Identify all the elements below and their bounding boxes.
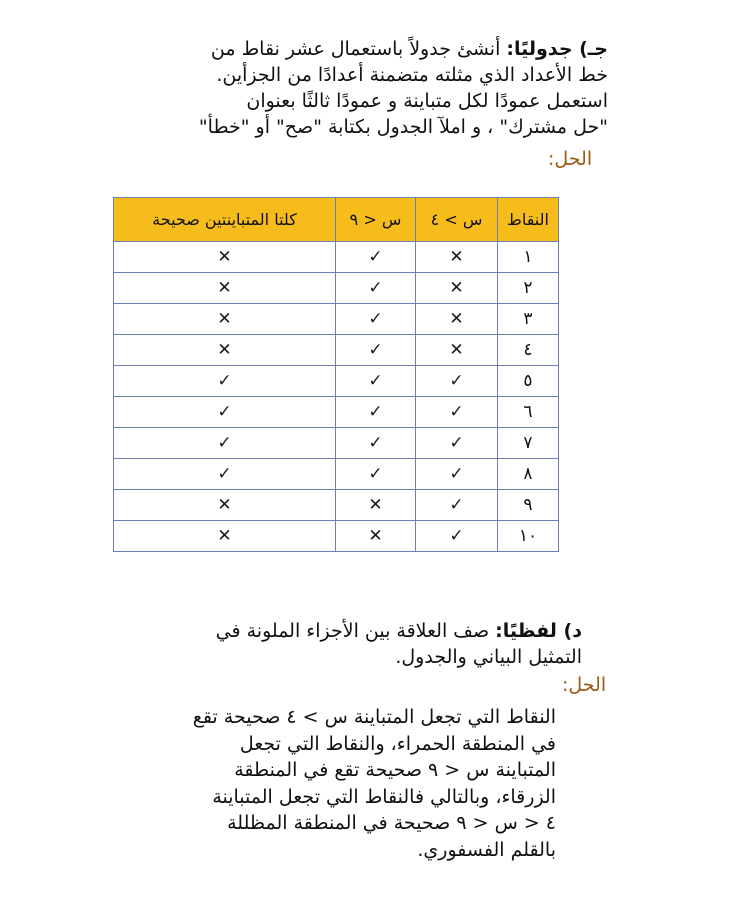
point-number-cell: ٩ (498, 490, 559, 521)
cell-both-true (114, 335, 336, 366)
check-icon: ✓ (217, 433, 232, 453)
check-icon: ✓ (368, 402, 383, 422)
section-d-line-2: التمثيل البياني والجدول. (395, 646, 582, 668)
cross-icon: ✕ (449, 309, 464, 329)
table-row (114, 521, 559, 552)
section-d-answer (193, 704, 556, 863)
cross-icon: ✕ (449, 340, 464, 360)
cross-icon: ✕ (217, 247, 232, 267)
cross-icon: ✕ (217, 278, 232, 298)
cell-x-greater-4 (416, 397, 498, 428)
table-row (114, 490, 559, 521)
table-row (114, 304, 559, 335)
section-c-line-4: "حل مشترك" ، و املآ الجدول بكتابة "صح" أو "خطأ" (198, 116, 608, 138)
cell-x-greater-4 (416, 428, 498, 459)
section-c-line-1 (199, 36, 608, 62)
cell-x-greater-4 (416, 459, 498, 490)
table-row (114, 459, 559, 490)
cell-x-less-9 (336, 366, 416, 397)
check-icon: ✓ (449, 371, 464, 391)
point-number-cell: ٨ (498, 459, 559, 490)
cell-x-greater-4 (416, 521, 498, 552)
point-number-cell: ٣ (498, 304, 559, 335)
header-both-true: كلتا المتباينتين صحيحة (114, 198, 336, 242)
check-icon: ✓ (368, 340, 383, 360)
cross-icon: ✕ (449, 247, 464, 267)
table-row (114, 366, 559, 397)
cell-x-greater-4 (416, 273, 498, 304)
table-row (114, 397, 559, 428)
check-icon: ✓ (449, 433, 464, 453)
answer-line: ٤ < س < ٩ صحيحة في المنطقة المظللة (227, 812, 556, 834)
cell-x-greater-4 (416, 366, 498, 397)
answer-line: الزرقاء، وبالتالي فالنقاط التي تجعل المتباينة (212, 785, 556, 808)
cell-x-less-9 (336, 428, 416, 459)
table-row (114, 335, 559, 366)
answer-line: بالقلم الفسفوري. (417, 838, 556, 861)
section-c-line-1-text: أنشئ جدولاً باستعمال عشر نقاط من (210, 38, 501, 60)
cell-both-true (114, 242, 336, 273)
point-number-cell: ٢ (498, 273, 559, 304)
cell-x-less-9 (336, 304, 416, 335)
cross-icon: ✕ (368, 526, 383, 546)
check-icon: ✓ (217, 371, 232, 391)
table-row (114, 428, 559, 459)
cell-x-less-9 (336, 242, 416, 273)
cross-icon: ✕ (217, 340, 232, 360)
cross-icon: ✕ (449, 278, 464, 298)
point-number-cell: ٤ (498, 335, 559, 366)
check-icon: ✓ (368, 309, 383, 329)
cell-both-true (114, 459, 336, 490)
check-icon: ✓ (449, 495, 464, 515)
check-icon: ✓ (368, 433, 383, 453)
cell-both-true (114, 304, 336, 335)
section-c-solution-label: الحل: (548, 148, 593, 170)
section-d-line-1 (216, 618, 582, 644)
section-d-solution-label: الحل: (562, 674, 607, 696)
cell-both-true (114, 490, 336, 521)
table-header-row (114, 198, 559, 242)
table-row (114, 273, 559, 304)
cross-icon: ✕ (217, 495, 232, 515)
section-d-line-1-text: صف العلاقة بين الأجزاء الملونة في (215, 620, 490, 642)
cell-x-greater-4 (416, 304, 498, 335)
cross-icon: ✕ (217, 526, 232, 546)
point-number-cell: ١٠ (498, 521, 559, 552)
point-number-cell: ٥ (498, 366, 559, 397)
inequality-table (113, 197, 559, 552)
check-icon: ✓ (449, 464, 464, 484)
cell-both-true (114, 521, 336, 552)
table-row (114, 242, 559, 273)
header-x-greater-4: س > ٤ (416, 198, 498, 242)
answer-line: النقاط التي تجعل المتباينة س > ٤ صحيحة تقع (192, 706, 556, 728)
table-body (114, 242, 559, 552)
check-icon: ✓ (368, 278, 383, 298)
cell-x-less-9 (336, 459, 416, 490)
check-icon: ✓ (368, 464, 383, 484)
cell-x-greater-4 (416, 490, 498, 521)
point-number-cell: ٦ (498, 397, 559, 428)
check-icon: ✓ (368, 247, 383, 267)
answer-line: في المنطقة الحمراء، والنقاط التي تجعل (239, 732, 556, 755)
cell-both-true (114, 397, 336, 428)
section-d-instructions (216, 618, 582, 670)
section-c-instructions (199, 36, 608, 140)
point-number-cell: ٧ (498, 428, 559, 459)
check-icon: ✓ (449, 402, 464, 422)
cell-x-less-9 (336, 521, 416, 552)
cross-icon: ✕ (368, 495, 383, 515)
cell-x-less-9 (336, 490, 416, 521)
check-icon: ✓ (217, 464, 232, 484)
cell-x-greater-4 (416, 242, 498, 273)
answer-line: المتباينة س < ٩ صحيحة تقع في المنطقة (234, 759, 556, 781)
cell-both-true (114, 428, 336, 459)
cell-x-greater-4 (416, 335, 498, 366)
section-c-line-3: استعمل عمودًا لكل متباينة و عمودًا ثالثًا بعنوان (246, 90, 608, 112)
section-c-lead: جـ) جدوليًا: (506, 38, 608, 60)
cell-both-true (114, 273, 336, 304)
check-icon: ✓ (368, 371, 383, 391)
section-d-lead: د) لفظيًا: (495, 620, 582, 642)
section-c-line-2: خط الأعداد الذي مثلته متضمنة أعدادًا من الجزأين. (216, 64, 608, 86)
check-icon: ✓ (217, 402, 232, 422)
header-points: النقاط (498, 198, 559, 242)
cell-x-less-9 (336, 273, 416, 304)
check-icon: ✓ (449, 526, 464, 546)
cell-both-true (114, 366, 336, 397)
point-number-cell: ١ (498, 242, 559, 273)
cross-icon: ✕ (217, 309, 232, 329)
header-x-less-9: س < ٩ (336, 198, 416, 242)
cell-x-less-9 (336, 335, 416, 366)
cell-x-less-9 (336, 397, 416, 428)
